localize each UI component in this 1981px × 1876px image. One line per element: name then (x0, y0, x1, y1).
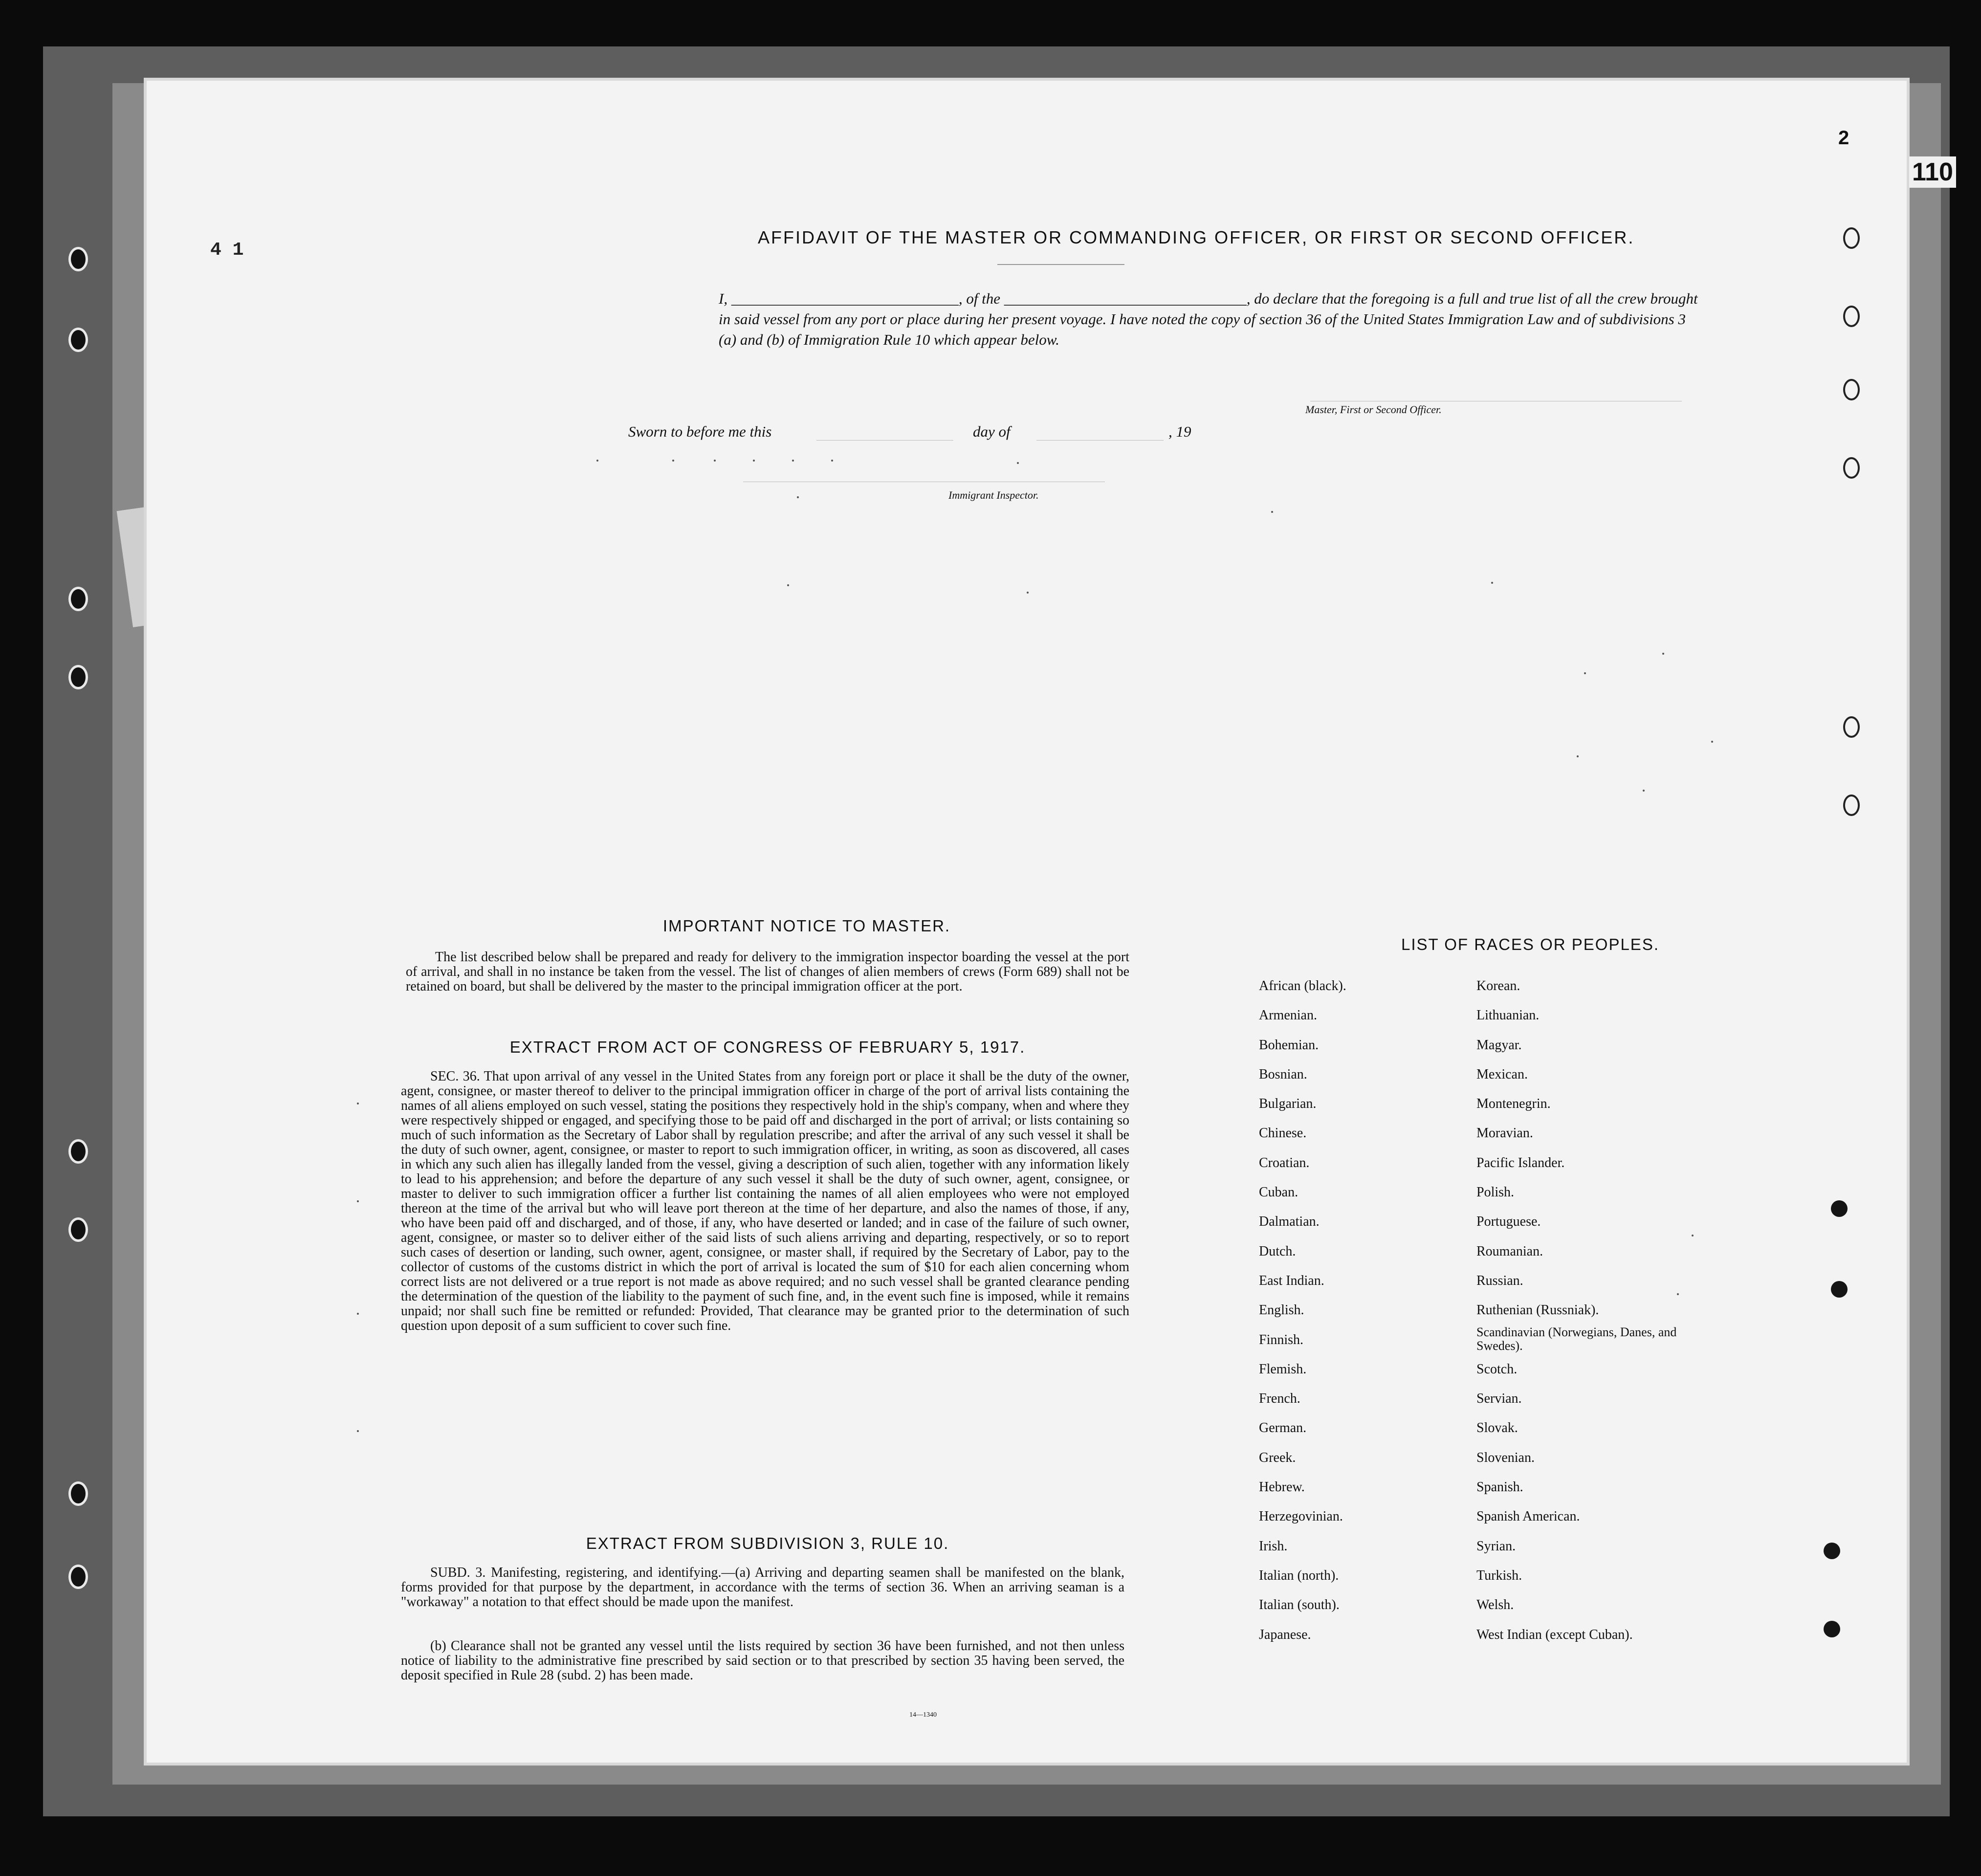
title-rule (997, 264, 1124, 265)
act-text: SEC. 36. That upon arrival of any vessel in the United States from any foreign port or place it shall be the duty of the owner, agent, consignee, or master thereof to deliver to the principal immigration officer in charge of the port of arrival lists containing the names of all aliens employed on such vessel, stating the positions they respectively hold in the ship's company, when and where they were respectively shipped or engaged, and specifying those to be paid off and discharged in the port of arrival; or lists containing so much of such information as the Secretary of Labor shall by regulation prescribe; and after the arrival of any such vessel it shall be the duty of such owner, agent, consignee, or master to report to such immigration officer, in writing, as soon as discovered, all cases in which any such alien has illegally landed from the vessel, giving a description of such alien, together with any information likely to lead to his apprehension; and before the departure of any such vessel it shall be the duty of such owner, agent, consignee, or master to deliver to such immigration officer a further list containing the names of all alien employees who were not employed thereon at the time of the arrival but who will leave port thereon at the time of her departure, and also the names of those, if any, who have been paid off and discharged, and of those, if any, who have deserted or landed; and in case of the failure of such owner, agent, consignee, or master so to deliver either of the said lists of such aliens arriving and departing, respectively, or so to report such cases of desertion or landing, such owner, agent, consignee, or master shall, if required by the Secretary of Labor, pay to the collector of customs of the customs district in which the port of arrival is located the sum of $10 for each alien concerning whom correct lists are not delivered or a true report is not made as above required; and no such vessel shall be granted clearance pending the determination of the question of the liability to the payment of such fine, and, in the event such fine is imposed, while it remains unpaid; nor shall such fine be remitted or refunded: Provided, That clearance may be granted prior to the determination of such question upon deposit of a sum sufficient to cover such fine. (401, 1069, 1129, 1333)
race-item: Polish. (1476, 1185, 1515, 1200)
page-hole (1843, 379, 1860, 400)
punch-hole (1824, 1543, 1840, 1559)
race-item: Magyar. (1476, 1037, 1522, 1053)
binder-hole (68, 1481, 88, 1506)
manifest-page (147, 81, 1907, 1763)
race-item: Portuguese. (1476, 1214, 1541, 1230)
binder-hole (68, 1139, 88, 1164)
race-item: Servian. (1476, 1391, 1522, 1407)
races-column-1 (1259, 971, 1464, 1650)
race-item: Bohemian. (1259, 1037, 1319, 1053)
race-item: Lithuanian. (1476, 1008, 1540, 1023)
race-item: Croatian. (1259, 1155, 1310, 1170)
bleed-mark (1577, 755, 1579, 757)
race-item: Greek. (1259, 1450, 1296, 1465)
left-margin-mark: 4 1 (210, 240, 244, 261)
bleed-mark (1271, 511, 1273, 513)
page-hole (1843, 716, 1860, 738)
race-item: African (black). (1259, 978, 1346, 993)
page-hole (1843, 227, 1860, 249)
race-item: Flemish. (1259, 1361, 1307, 1377)
notice-heading: IMPORTANT NOTICE TO MASTER. (662, 917, 951, 935)
bleed-mark (672, 460, 674, 462)
race-item: Korean. (1476, 978, 1520, 993)
races-column-2 (1476, 971, 1682, 1650)
race-item: Welsh. (1476, 1597, 1514, 1613)
sworn-text: Sworn to before me this (628, 423, 772, 440)
race-item: Cuban. (1259, 1185, 1299, 1200)
bleed-mark (753, 460, 755, 462)
race-item: Bosnian. (1259, 1066, 1307, 1082)
race-item: Japanese. (1259, 1627, 1311, 1642)
race-item: Roumanian. (1476, 1243, 1543, 1259)
binder-hole (68, 328, 88, 352)
race-item: Italian (south). (1259, 1597, 1340, 1613)
race-item: Spanish American. (1476, 1509, 1580, 1524)
bleed-mark (787, 584, 789, 586)
race-item: Syrian. (1476, 1538, 1516, 1554)
binder-hole (68, 665, 88, 689)
race-item: Chinese. (1259, 1126, 1307, 1141)
binder-hole (68, 247, 88, 271)
bleed-mark (714, 460, 716, 462)
sworn-day-label: day of (973, 423, 1011, 440)
punch-hole (1831, 1200, 1848, 1217)
act-heading: EXTRACT FROM ACT OF CONGRESS OF FEBRUARY 5, 1917. (509, 1038, 1026, 1056)
bleed-mark (1692, 1235, 1694, 1236)
rule-heading: EXTRACT FROM SUBDIVISION 3, RULE 10. (586, 1534, 949, 1552)
race-item: Dutch. (1259, 1243, 1296, 1259)
race-item: Spanish. (1476, 1479, 1523, 1495)
race-item: Armenian. (1259, 1008, 1317, 1023)
race-item: Russian. (1476, 1273, 1523, 1288)
punch-hole (1831, 1281, 1848, 1298)
bleed-mark (1643, 790, 1645, 792)
bleed-mark (792, 460, 794, 462)
punch-hole (1824, 1621, 1840, 1637)
race-item: Italian (north). (1259, 1567, 1339, 1583)
race-item: Mexican. (1476, 1066, 1528, 1082)
bleed-mark (1017, 462, 1019, 464)
race-item: French. (1259, 1391, 1300, 1407)
bleed-mark (1584, 672, 1586, 674)
page-hole (1843, 306, 1860, 327)
race-item: Irish. (1259, 1538, 1288, 1554)
race-item: Turkish. (1476, 1567, 1522, 1583)
binder-hole (68, 587, 88, 611)
race-item: Slovenian. (1476, 1450, 1535, 1465)
race-item: Scandinavian (Norwegians, Danes, and Swedes). (1476, 1324, 1677, 1353)
race-item: Slovak. (1476, 1420, 1518, 1436)
race-item: East Indian. (1259, 1273, 1324, 1288)
bleed-mark (1491, 582, 1493, 584)
corner-mark: 2 (1838, 127, 1849, 149)
bleed-mark (357, 1103, 359, 1104)
form-code: 14—1340 (909, 1711, 937, 1719)
race-item: Bulgarian. (1259, 1096, 1317, 1112)
race-item: German. (1259, 1420, 1307, 1436)
races-heading: LIST OF RACES OR PEOPLES. (1401, 935, 1660, 953)
rule-text-a: SUBD. 3. Manifesting, registering, and identifying.—(a) Arriving and departing seamen shall be manifested on the blank, forms provided for that purpose by the department, in accordance with the terms of section 36. When an arriving seaman is a "workaway" a notation to that effect should be made upon the manifest. (401, 1565, 1124, 1610)
binder-hole (68, 1217, 88, 1242)
notice-text: The list described below shall be prepared and ready for delivery to the immigration inspector boarding the vessel at the port of arrival, and shall in no instance be taken from the vessel. The list of changes of alien members of crews (Form 689) shall not be retained on board, but shall be delivered by the master to the principal immigration officer at the port. (406, 949, 1129, 994)
race-item: Hebrew. (1259, 1479, 1305, 1495)
race-item: Herzegovinian. (1259, 1509, 1343, 1524)
race-item: English. (1259, 1302, 1304, 1318)
page-hole (1843, 795, 1860, 816)
bleed-mark (596, 460, 598, 462)
rule-text-b: (b) Clearance shall not be granted any vessel until the lists required by section 36 have been furnished, and not then unless notice of liability to the administrative fine prescribed by said section or to that prescribed by section 35 having been served, the deposit specified in Rule 28 (subd. 2) has been made. (401, 1638, 1124, 1683)
sworn-year-label: , 19 (1168, 423, 1191, 440)
bleed-mark (1027, 592, 1029, 594)
bleed-mark (357, 1313, 359, 1315)
bleed-mark (831, 460, 833, 462)
race-item: Ruthenian (Russniak). (1476, 1302, 1599, 1318)
sheet-number: 110 (1909, 156, 1956, 188)
race-item: Finnish. (1259, 1332, 1304, 1347)
bleed-mark (357, 1430, 359, 1432)
inspector-signature-label: Immigrant Inspector. (948, 489, 1039, 501)
race-item: Montenegrin. (1476, 1096, 1551, 1112)
binder-hole (68, 1565, 88, 1589)
affidavit-declaration: I, ______________________________, of the ________________________________, do declare that the foregoing is a full and true list of all the crew brought in said vessel from any port or place during her present voyage. I have noted the copy of section 36 of the United States Immigration Law and of subdivisions 3 (a) and (b) of Immigration Rule 10 which appear below. (719, 290, 1698, 348)
bleed-mark (797, 496, 799, 498)
bleed-mark (1662, 653, 1664, 655)
bleed-mark (1711, 741, 1713, 743)
race-item: Pacific Islander. (1476, 1155, 1565, 1170)
race-item: West Indian (except Cuban). (1476, 1627, 1633, 1642)
sworn-day-blank (816, 440, 953, 441)
race-item: Moravian. (1476, 1126, 1533, 1141)
page-hole (1843, 457, 1860, 479)
master-signature-label: Master, First or Second Officer. (1305, 403, 1442, 416)
sworn-month-blank (1036, 440, 1164, 441)
affidavit-title: AFFIDAVIT OF THE MASTER OR COMMANDING OFFICER, OR FIRST OR SECOND OFFICER. (758, 227, 1635, 247)
race-item: Dalmatian. (1259, 1214, 1320, 1230)
bleed-mark (357, 1200, 359, 1202)
race-item: Scotch. (1476, 1361, 1518, 1377)
